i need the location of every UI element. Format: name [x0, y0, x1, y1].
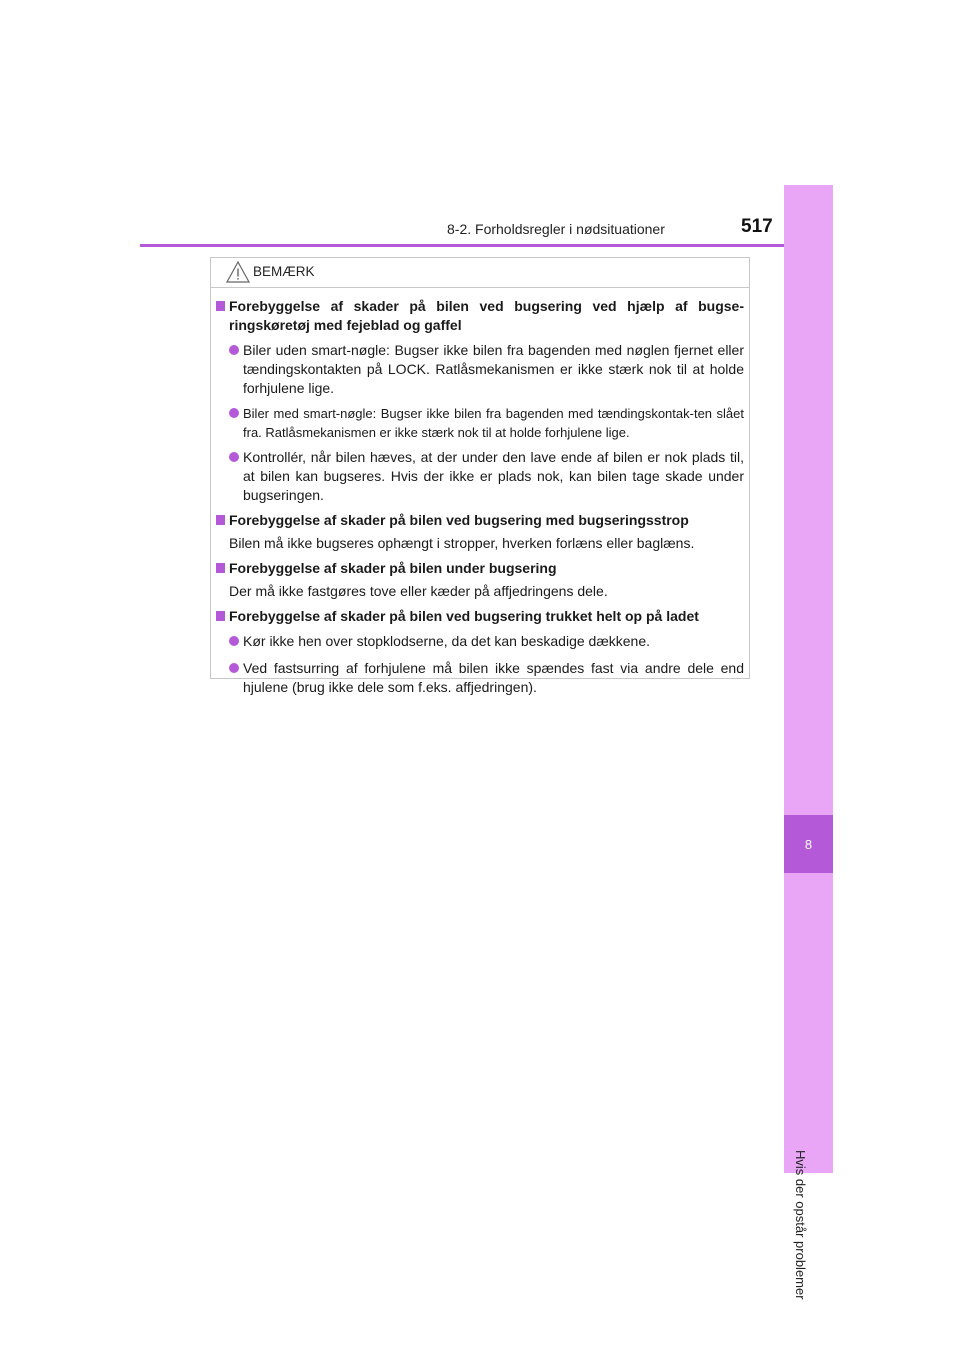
chapter-number-badge: 8: [784, 815, 833, 873]
chapter-side-tab: [784, 185, 833, 1300]
square-bullet-icon: [216, 611, 225, 621]
warning-triangle-icon: [225, 260, 251, 284]
round-bullet-icon: [229, 636, 239, 646]
section-heading: Forebyggelse af skader på bilen ved bugsering med bugseringsstrop: [216, 511, 744, 530]
round-bullet-icon: [229, 345, 239, 355]
header-divider: [140, 244, 833, 247]
square-bullet-icon: [216, 515, 225, 525]
section-heading: Forebyggelse af skader på bilen ved bugsering trukket helt op på ladet: [216, 607, 744, 626]
section-heading: Forebyggelse af skader på bilen under bugsering: [216, 559, 744, 578]
section-title: 8-2. Forholdsregler i nødsituationer: [447, 221, 665, 237]
section-heading: Forebyggelse af skader på bilen ved bugsering ved hjælp af bugse-ringskøretøj med fejeblad og gaffel: [216, 297, 744, 335]
chapter-title-vertical: Hvis der opstår problemer: [793, 1150, 808, 1300]
round-bullet-icon: [229, 663, 239, 673]
notice-body: [216, 297, 744, 697]
section-text: Bilen må ikke bugseres ophængt i stropper, hverken forlæns eller baglæns.: [229, 535, 695, 551]
page-number: 517: [741, 216, 773, 237]
notice-header: [211, 258, 749, 288]
list-item: Biler med smart-nøgle: Bugser ikke bilen fra bagenden med tændingskontak-ten slået fra. Ratlåsmekanismen er ikke stærk nok til at holde forhjulene lige.: [216, 404, 744, 442]
list-item: Biler uden smart-nøgle: Bugser ikke bilen fra bagenden med nøglen fjernet eller tændingskontakten på LOCK. Ratlåsmekanismen er ikke stærk nok til at holde forhjulene lige.: [216, 341, 744, 398]
list-item: Kør ikke hen over stopklodserne, da det kan beskadige dækkene.: [216, 632, 744, 651]
list-item: Ved fastsurring af forhjulene må bilen ikke spændes fast via andre dele end hjulene (brug ikke dele som f.eks. affjedringen).: [216, 659, 744, 697]
square-bullet-icon: [216, 563, 225, 573]
section-text: Der må ikke fastgøres tove eller kæder på affjedringens dele.: [229, 583, 608, 599]
notice-title: BEMÆRK: [253, 264, 315, 279]
round-bullet-icon: [229, 408, 239, 418]
round-bullet-icon: [229, 452, 239, 462]
square-bullet-icon: [216, 301, 225, 311]
notice-box: [210, 257, 750, 695]
list-item: Kontrollér, når bilen hæves, at der under den lave ende af bilen er nok plads til, at bilen kan bugseres. Hvis der ikke er plads nok, kan bilen tage skade under bugseringen.: [216, 448, 744, 505]
